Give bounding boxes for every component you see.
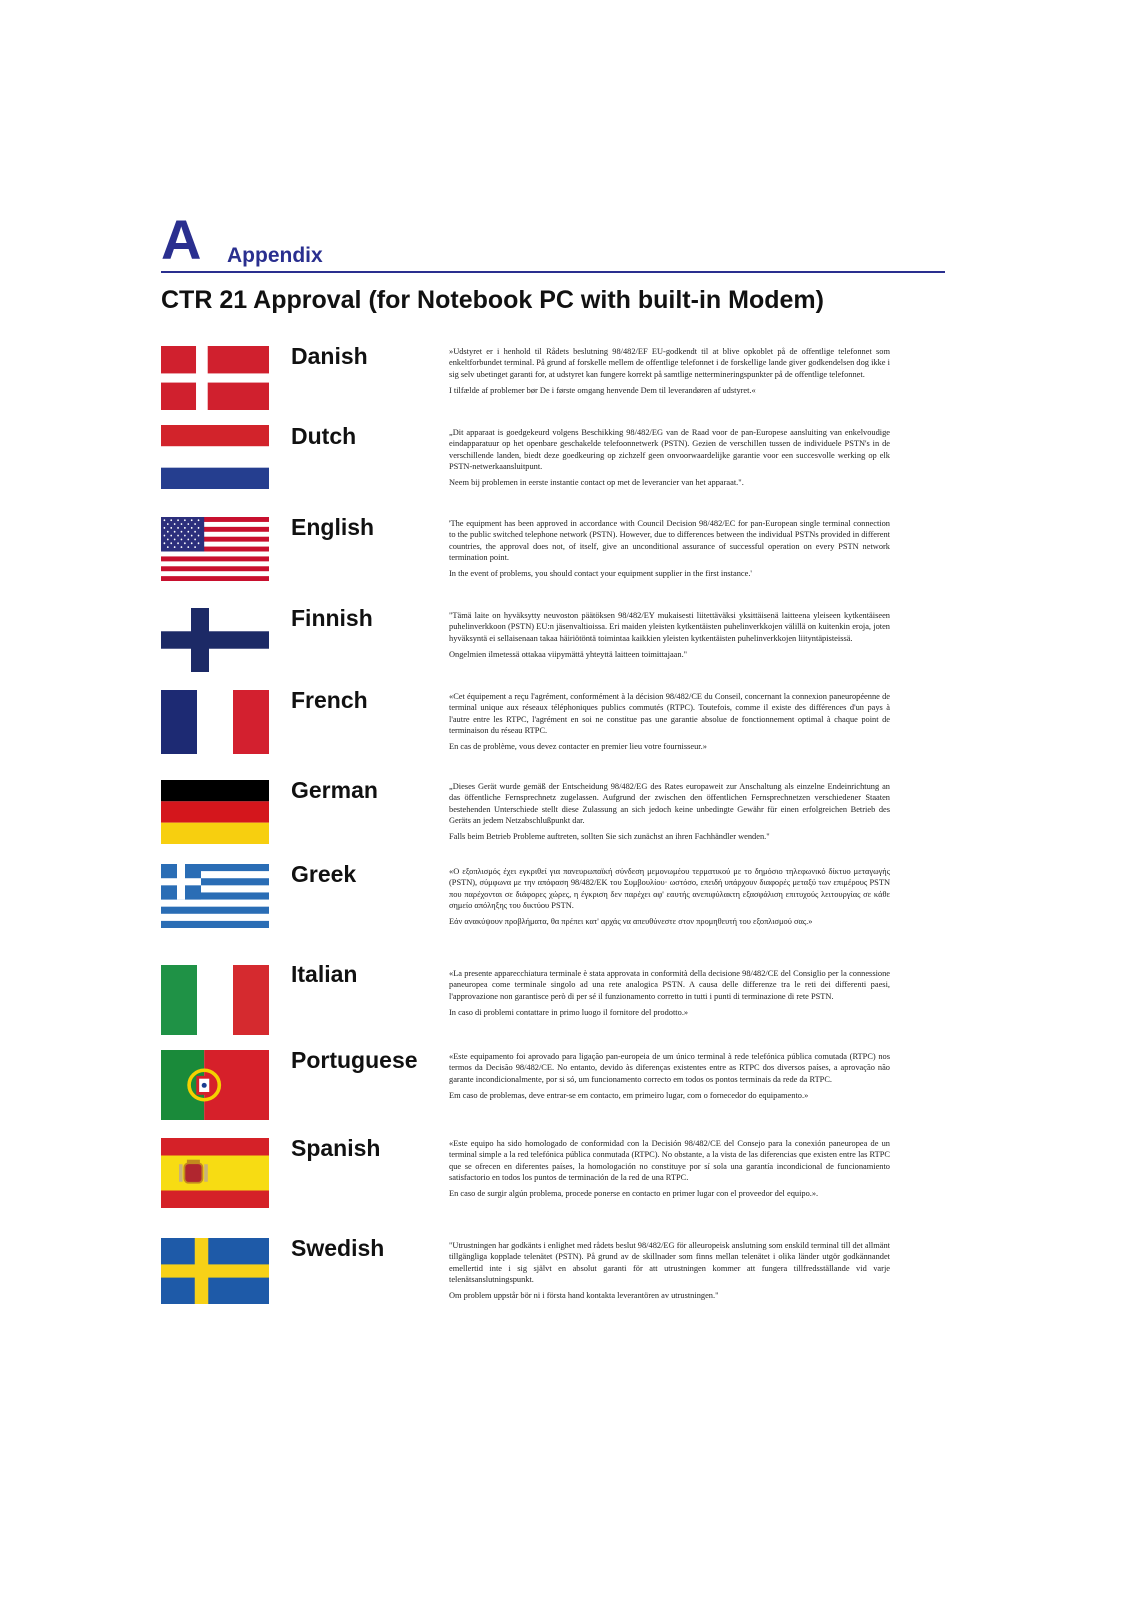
approval-text-french [449, 691, 890, 757]
language-name-finnish: Finnish [291, 605, 373, 631]
approval-text-portuguese [449, 1051, 890, 1106]
finland-flag-icon [161, 608, 269, 672]
portugal-flag-icon [161, 1050, 269, 1120]
approval-text-dutch [449, 427, 890, 493]
approval-note: In the event of problems, you should contact your equipment supplier in the first instance.' [449, 569, 752, 579]
approval-text-spanish [449, 1138, 890, 1204]
denmark-flag-icon [161, 346, 269, 410]
language-name-german: German [291, 777, 378, 803]
language-name-italian: Italian [291, 961, 358, 987]
page-title: CTR 21 Approval (for Notebook PC with built-in Modem) [161, 286, 824, 314]
approval-note: Falls beim Betrieb Probleme auftreten, sollten Sie sich zunächst an ihren Fachhändler wenden." [449, 832, 770, 842]
germany-flag-icon [161, 780, 269, 844]
approval-paragraph: «Ο εξοπλισμός έχει εγκριθεί για πανευρωπαϊκή σύνδεση μεμονωμέου τερματικού με το δημόσιο τηλεφωνικό δίκτυο μεταγωγής (PSTN), σύμφωνα με την απόφαση 98/482/ΕΚ του Συμβουλίου· ωστόσο, επειδή υπάρχουν διαφορές μεταξύ των επιμέρους PSTN που παρέχονται σε διάφορες χώρες, η έγκριση δεν παρέχει αφ' εαυτής ανεπιφύλακτη εξασφάλιση επιτυχούς λειτουργίας σε κάθε σημείο απόληξης του δικτύου PSTN. [449, 867, 890, 910]
netherlands-flag-icon [161, 425, 269, 489]
approval-note: Ongelmien ilmetessä ottakaa viipymättä yhteyttä laitteen toimittajaan." [449, 649, 688, 659]
header-rule [161, 271, 945, 273]
usa-flag-icon [161, 517, 269, 581]
approval-paragraph: »Udstyret er i henhold til Rådets beslutning 98/482/EF EU-godkendt til at blive opkoblet på de offentlige telefonnet som enkeltforbundet terminal. På grund af forskelle mellem de offentlige telefonnet i de forskellige lande giver godkendelsen dog ikke i sig selv ubetinget garanti for, at udstyret kan fungere korrekt på samtlige nettermineringspunkter på de offentlige telefonnet. [449, 347, 890, 379]
approval-paragraph: „Dieses Gerät wurde gemäß der Entscheidung 98/482/EG des Rates europaweit zur Anschaltung als einzelne Endeinrichtung an das öffentliche Fernsprechnetz zugelassen. Aufgrund der zwischen den öffentlichen Fernsprechnetzen verschiedener Staaten bestehenden Unterschiede stellt diese Zulassung an sich jedoch keine unbedingte Gewähr für einen erfolgreichen Betrieb des Geräts an jedem Netzabschlußpunkt dar. [449, 782, 890, 825]
language-name-greek: Greek [291, 861, 357, 887]
approval-paragraph: „Dit apparaat is goedgekeurd volgens Beschikking 98/482/EG van de Raad voor de pan-Europese aansluiting van enkelvoudige eindapparatuur op het openbare geschakelde telefoonnetwerk (PSTN). Gezien de verschillen tussen de individuele PSTN's in de verschillende landen, biedt deze goedkeuring op zichzelf geen onvoorwaardelijke garantie voor een succesvolle werking op elk PSTN-netwerkaansluitpunt. [449, 428, 890, 471]
chapter-label: Appendix [227, 244, 323, 267]
approval-paragraph: «Este equipo ha sido homologado de conformidad con la Decisión 98/482/CE del Consejo para la conexión paneuropea de un terminal simple a la red telefónica pública conmutada (RTPC). No obstante, a la vista de las diferencias que existen entre las RTPC que se ofrecen en diferentes países, la homologación no constituye por sí sola una garantía incondicional de funcionamiento satisfactorio en todos los puntos de terminación de la red de una RTPC. [449, 1139, 890, 1182]
language-name-dutch: Dutch [291, 423, 357, 449]
italy-flag-icon [161, 965, 269, 1035]
approval-text-italian [449, 968, 890, 1023]
approval-text-finnish [449, 610, 890, 665]
approval-note: I tilfælde af problemer bør De i første omgang henvende Dem til leverandøren af udstyret.« [449, 385, 756, 395]
language-name-portuguese: Portuguese [291, 1047, 418, 1073]
approval-text-greek [449, 866, 890, 932]
approval-text-english [449, 518, 890, 584]
greece-flag-icon [161, 864, 269, 928]
chapter-letter: A [161, 208, 202, 271]
sweden-flag-icon [161, 1238, 269, 1304]
france-flag-icon [161, 690, 269, 754]
spain-flag-icon [161, 1138, 269, 1208]
approval-note: Εάν ανακύψουν προβλήματα, θα πρέπει κατ' αρχάς να απευθύνεστε στον προμηθευτή του εξοπλισμού σας.» [449, 917, 813, 927]
language-name-danish: Danish [291, 343, 368, 369]
approval-note: En cas de problème, vous devez contacter en premier lieu votre fournisseur.» [449, 742, 707, 752]
approval-note: In caso di problemi contattare in primo luogo il fornitore del prodotto.» [449, 1007, 689, 1017]
approval-paragraph: «Cet équipement a reçu l'agrément, conformément à la décision 98/482/CE du Conseil, concernant la connexion paneuropéenne de terminal unique aux réseaux téléphoniques publics commutés (RTPC). Toutefois, comme il existe des différences d'un pays à l'autre entre les RTPC, l'agrément en soi ne constitue pas une garantie absolue de fonctionnement optimal à chaque point de terminaison du réseau RTPC. [449, 692, 890, 735]
approval-paragraph: "Tämä laite on hyväksytty neuvoston päätöksen 98/482/EY mukaisesti liitettäväksi yksittäisenä laitteena yleiseen kytkentäiseen puhelinverkkoon (PSTN) EU:n jäsenvaltioissa. Eri maiden yleisten kytkentäisten puhelinverkkojen välillä on kuitenkin eroja, joten hyväksyntä ei sellaisenaan takaa häiriötöntä toimintaa kaikkien yleisten kytkentäisten puhelinverkkojen liityntäpisteissä. [449, 611, 890, 643]
approval-text-swedish [449, 1240, 890, 1306]
approval-note: En caso de surgir algún problema, procede ponerse en contacto en primer lugar con el proveedor del equipo.». [449, 1189, 819, 1199]
approval-paragraph: «Este equipamento foi aprovado para ligação pan-europeia de um único terminal à rede telefónica pública comutada (RTPC) nos termos da Decisão 98/482/CE. No entanto, devido às diferenças existentes entre as RTPC dos diversos países, a aprovação não garante incondicionalmente, por si só, um funcionamento correcto em todos os pontos terminais da rede da RTPC. [449, 1052, 890, 1084]
language-name-spanish: Spanish [291, 1135, 381, 1161]
language-name-french: French [291, 687, 368, 713]
approval-note: Om problem uppstår bör ni i första hand kontakta leverantören av utrustningen." [449, 1291, 719, 1301]
approval-note: Neem bij problemen in eerste instantie contact op met de leverancier van het apparaat.". [449, 478, 744, 488]
language-name-english: English [291, 514, 375, 540]
approval-paragraph: "Utrustningen har godkänts i enlighet med rådets beslut 98/482/EG för alleuropeisk anslutning som enskild terminal till det allmänt tillgängliga kopplade telenätet (PSTN). På grund av de skillnader som finns mellan telenätet i olika länder utgör godkännandet emellertid inte i sig självt en absolut garanti för att utrustningen kommer att fungera tillfredsställande vid varje telenätsanslutningspunkt. [449, 1241, 890, 1284]
approval-text-danish [449, 346, 890, 401]
approval-note: Em caso de problemas, deve entrar-se em contacto, em primeiro lugar, com o fornecedor do equipamento.» [449, 1090, 809, 1100]
approval-paragraph: «La presente apparecchiatura terminale è stata approvata in conformità della decisione 98/482/CE del Consiglio per la connessione paneuropea come terminale singolo ad una rete analogica PSTN. A causa delle differenze tra le reti dei differenti paesi, l'approvazione non garantisce però di per sé il funzionamento corretto in tutti i punti di terminazione di rete PSTN. [449, 969, 890, 1001]
language-name-swedish: Swedish [291, 1235, 385, 1261]
approval-paragraph: 'The equipment has been approved in accordance with Council Decision 98/482/EC for pan-European single terminal connection to the public switched telephone network (PSTN). However, due to differences between the individual PSTNs provided in different countries, the approval does not, of itself, give an unconditional assurance of successful operation on every PSTN network termination point. [449, 519, 890, 562]
approval-text-german [449, 781, 890, 847]
